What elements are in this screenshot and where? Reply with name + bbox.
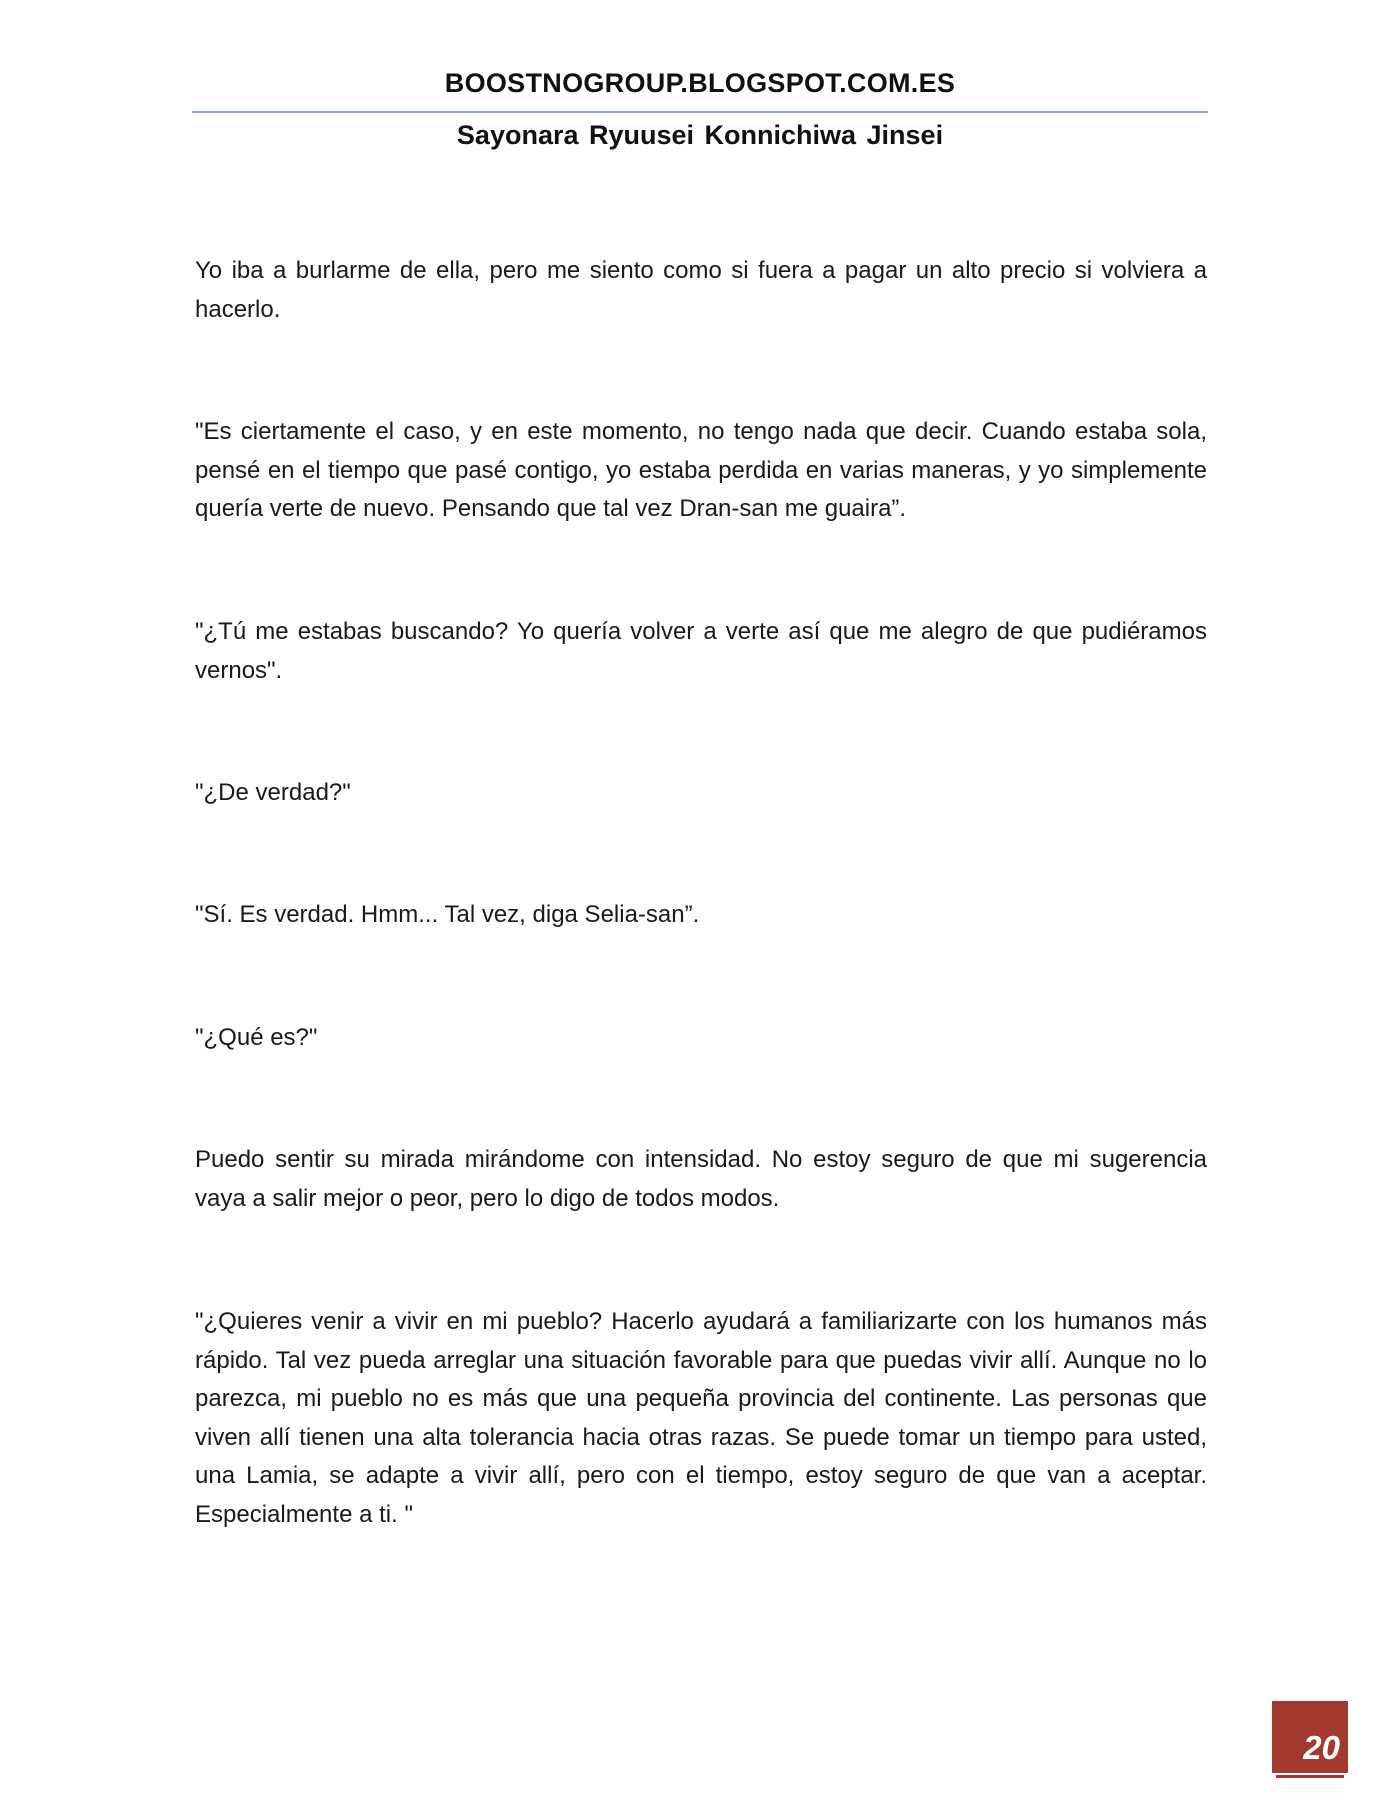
book-title: Sayonara Ryuusei Konnichiwa Jinsei bbox=[456, 120, 944, 150]
paragraph-1: Yo iba a burlarme de ella, pero me siento como si fuera a pagar un alto precio si volviera a hacerlo. bbox=[195, 257, 1207, 323]
header-divider bbox=[192, 111, 1208, 113]
paragraph-2: "Es ciertamente el caso, y en este momento, no tengo nada que decir. Cuando estaba sola, pensé en el tiempo que pasé contigo, yo estaba perdida en varias maneras, y yo simplemente quería verte de nuevo. Pensando que tal vez Dran-san me guaira”. bbox=[195, 418, 1207, 522]
paragraph-6: "¿Qué es?" bbox=[195, 1024, 318, 1051]
page-number: 20 bbox=[1303, 1729, 1340, 1766]
page-number-underline bbox=[1276, 1775, 1344, 1778]
paragraph-8: "¿Quieres venir a vivir en mi pueblo? Hacerlo ayudará a familiarizarte con los humanos más rápido. Tal vez pueda arreglar una situación favorable para que puedas vivir allí. Aunque no lo parezca, mi pueblo no es más que una pequeña provincia del continente. Las personas que viven allí tienen una alta tolerancia hacia otras razas. Se puede tomar un tiempo para usted, una Lamia, se adapte a vivir allí, pero con el tiempo, estoy seguro de que van a aceptar. Especialmente a ti. " bbox=[195, 1308, 1207, 1528]
paragraph-4: "¿De verdad?" bbox=[195, 779, 351, 806]
paragraph-3: "¿Tú me estabas buscando? Yo quería volver a verte así que me alegro de que pudiéramos vernos". bbox=[195, 618, 1207, 684]
page-number-badge bbox=[1272, 1701, 1348, 1773]
paragraph-7: Puedo sentir su mirada mirándome con intensidad. No estoy seguro de que mi sugerencia vaya a salir mejor o peor, pero lo digo de todos modos. bbox=[195, 1146, 1207, 1212]
paragraph-5: "Sí. Es verdad. Hmm... Tal vez, diga Selia-san”. bbox=[195, 901, 700, 928]
site-title: BOOSTNOGROUP.BLOGSPOT.COM.ES bbox=[444, 68, 956, 98]
